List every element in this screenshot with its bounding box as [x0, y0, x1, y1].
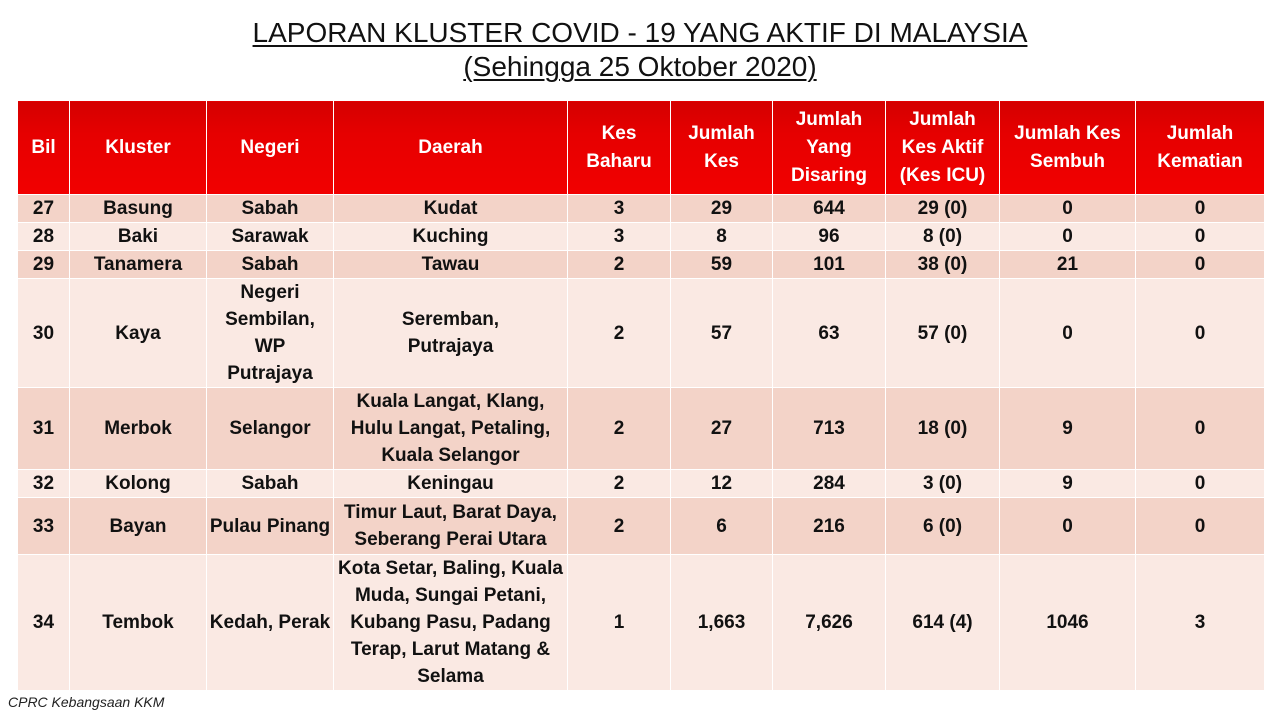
report-title-main: LAPORAN KLUSTER COVID - 19 YANG AKTIF DI MALAYSIA [252, 17, 1028, 48]
cell-jumlah-disaring: 713 [773, 388, 886, 470]
cell-kes-aktif: 29 (0) [886, 195, 1000, 223]
cell-jumlah-disaring: 63 [773, 279, 886, 388]
header-negeri: Negeri [207, 101, 334, 195]
cell-kes-baharu: 3 [568, 195, 671, 223]
cell-kluster: Baki [70, 223, 207, 251]
cell-kes-aktif: 18 (0) [886, 388, 1000, 470]
header-jumlah-kes: Jumlah Kes [671, 101, 773, 195]
cell-jumlah-kes: 27 [671, 388, 773, 470]
cell-negeri: Selangor [207, 388, 334, 470]
cluster-table [17, 100, 1265, 691]
cell-kes-aktif: 8 (0) [886, 223, 1000, 251]
cell-negeri: Kedah, Perak [207, 555, 334, 691]
cell-kematian: 0 [1136, 498, 1265, 555]
cell-kluster: Kaya [70, 279, 207, 388]
table-row [18, 470, 1265, 498]
cell-bil: 32 [18, 470, 70, 498]
cell-jumlah-disaring: 216 [773, 498, 886, 555]
cell-jumlah-disaring: 7,626 [773, 555, 886, 691]
cell-kematian: 0 [1136, 195, 1265, 223]
cell-kematian: 0 [1136, 223, 1265, 251]
cell-jumlah-kes: 59 [671, 251, 773, 279]
report-title-date: (Sehingga 25 Oktober 2020) [463, 51, 817, 82]
cell-daerah: Kudat [334, 195, 568, 223]
cell-daerah: Seremban, Putrajaya [334, 279, 568, 388]
cell-daerah: Tawau [334, 251, 568, 279]
cell-jumlah-kes: 1,663 [671, 555, 773, 691]
cell-bil: 34 [18, 555, 70, 691]
cell-kes-baharu: 2 [568, 251, 671, 279]
cell-kes-sembuh: 0 [1000, 279, 1136, 388]
table-row [18, 223, 1265, 251]
cell-jumlah-disaring: 101 [773, 251, 886, 279]
header-kematian: Jumlah Kematian [1136, 101, 1265, 195]
cell-daerah: Kota Setar, Baling, Kuala Muda, Sungai Petani, Kubang Pasu, Padang Terap, Larut Matang & Selama [334, 555, 568, 691]
cell-kes-sembuh: 0 [1000, 498, 1136, 555]
table-header-row [18, 101, 1265, 195]
cell-kes-baharu: 2 [568, 279, 671, 388]
cell-kes-sembuh: 21 [1000, 251, 1136, 279]
cell-kes-sembuh: 0 [1000, 223, 1136, 251]
table-row [18, 251, 1265, 279]
header-daerah: Daerah [334, 101, 568, 195]
header-jumlah-disaring: Jumlah Yang Disaring [773, 101, 886, 195]
cell-bil: 29 [18, 251, 70, 279]
cell-negeri: Negeri Sembilan, WP Putrajaya [207, 279, 334, 388]
header-kluster: Kluster [70, 101, 207, 195]
cell-daerah: Timur Laut, Barat Daya, Seberang Perai Utara [334, 498, 568, 555]
cell-bil: 28 [18, 223, 70, 251]
cell-jumlah-disaring: 96 [773, 223, 886, 251]
cell-jumlah-disaring: 644 [773, 195, 886, 223]
source-footer: CPRC Kebangsaan KKM [8, 694, 165, 710]
header-kes-aktif: Jumlah Kes Aktif (Kes ICU) [886, 101, 1000, 195]
cell-kematian: 0 [1136, 470, 1265, 498]
table-row [18, 388, 1265, 470]
table-row [18, 498, 1265, 555]
cell-daerah: Keningau [334, 470, 568, 498]
cell-bil: 31 [18, 388, 70, 470]
cell-kes-aktif: 57 (0) [886, 279, 1000, 388]
cell-kematian: 0 [1136, 251, 1265, 279]
cell-negeri: Pulau Pinang [207, 498, 334, 555]
cell-jumlah-disaring: 284 [773, 470, 886, 498]
cell-kes-sembuh: 0 [1000, 195, 1136, 223]
cell-jumlah-kes: 57 [671, 279, 773, 388]
cell-jumlah-kes: 8 [671, 223, 773, 251]
cell-kluster: Bayan [70, 498, 207, 555]
cell-daerah: Kuala Langat, Klang, Hulu Langat, Petaling, Kuala Selangor [334, 388, 568, 470]
cell-kes-aktif: 3 (0) [886, 470, 1000, 498]
cell-bil: 30 [18, 279, 70, 388]
cell-kluster: Tanamera [70, 251, 207, 279]
cell-kluster: Merbok [70, 388, 207, 470]
cell-kluster: Tembok [70, 555, 207, 691]
cell-kematian: 0 [1136, 279, 1265, 388]
cell-kematian: 0 [1136, 388, 1265, 470]
header-bil: Bil [18, 101, 70, 195]
cell-kes-sembuh: 9 [1000, 470, 1136, 498]
cell-kluster: Kolong [70, 470, 207, 498]
cell-kes-sembuh: 1046 [1000, 555, 1136, 691]
cell-kes-baharu: 1 [568, 555, 671, 691]
cell-negeri: Sarawak [207, 223, 334, 251]
cell-negeri: Sabah [207, 251, 334, 279]
header-kes-baharu: Kes Baharu [568, 101, 671, 195]
table-row [18, 195, 1265, 223]
cell-kes-baharu: 2 [568, 470, 671, 498]
cell-kes-baharu: 2 [568, 388, 671, 470]
table-row [18, 555, 1265, 691]
table-row [18, 279, 1265, 388]
cell-kes-aktif: 614 (4) [886, 555, 1000, 691]
cell-bil: 27 [18, 195, 70, 223]
cell-kluster: Basung [70, 195, 207, 223]
cell-jumlah-kes: 12 [671, 470, 773, 498]
cell-kes-sembuh: 9 [1000, 388, 1136, 470]
cell-kematian: 3 [1136, 555, 1265, 691]
cell-daerah: Kuching [334, 223, 568, 251]
cell-kes-baharu: 3 [568, 223, 671, 251]
cell-bil: 33 [18, 498, 70, 555]
cell-kes-aktif: 6 (0) [886, 498, 1000, 555]
report-title [0, 16, 1280, 84]
header-kes-sembuh: Jumlah Kes Sembuh [1000, 101, 1136, 195]
cell-jumlah-kes: 6 [671, 498, 773, 555]
cell-negeri: Sabah [207, 470, 334, 498]
cell-kes-aktif: 38 (0) [886, 251, 1000, 279]
cell-jumlah-kes: 29 [671, 195, 773, 223]
cell-kes-baharu: 2 [568, 498, 671, 555]
cell-negeri: Sabah [207, 195, 334, 223]
